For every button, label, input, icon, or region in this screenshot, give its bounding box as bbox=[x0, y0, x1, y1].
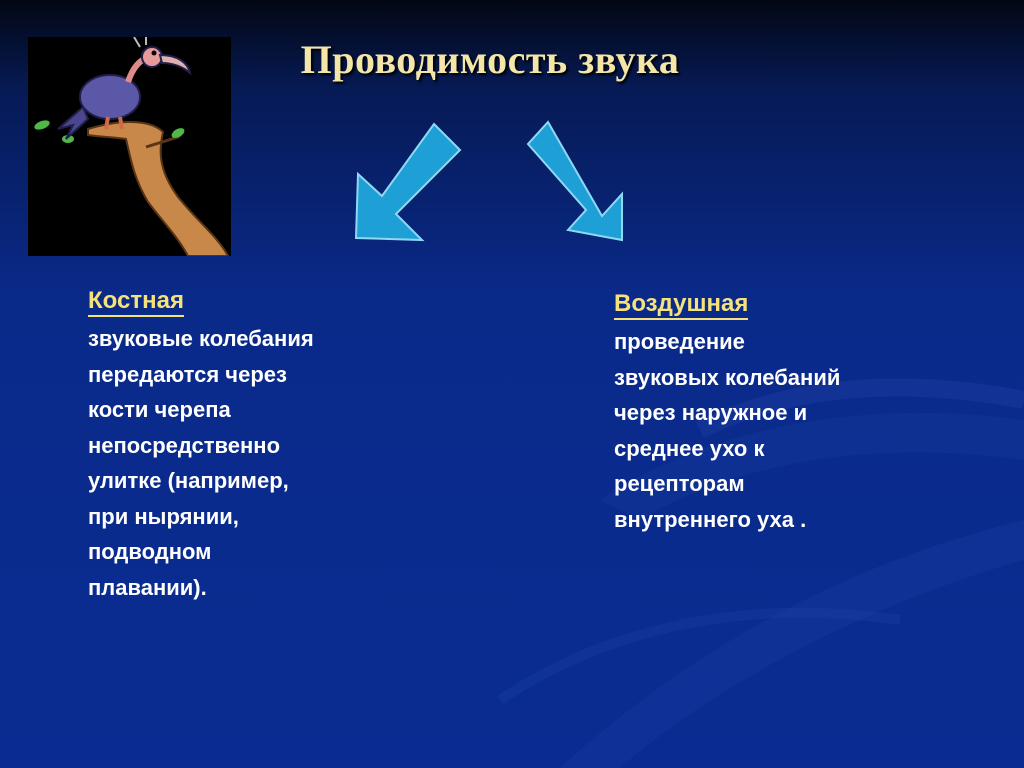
air-conduction-block bbox=[614, 286, 934, 537]
text-line: плавании). bbox=[88, 574, 207, 600]
bone-conduction-heading: Костная bbox=[88, 288, 184, 317]
text-line: передаются через bbox=[88, 361, 287, 387]
text-line: улитке (например, bbox=[88, 468, 289, 493]
text-line: через наружное и bbox=[614, 400, 808, 425]
text-line: непосредственно bbox=[88, 432, 281, 458]
vulture-on-branch-illustration bbox=[28, 37, 231, 256]
text-line: среднее ухо к bbox=[614, 435, 765, 461]
bone-conduction-block bbox=[88, 283, 408, 605]
text-line: звуковые колебания bbox=[88, 326, 314, 351]
text-line: проведение bbox=[614, 329, 745, 354]
text-line: подводном bbox=[88, 539, 212, 564]
text-line: кости черепа bbox=[88, 397, 231, 422]
text-line: внутреннего уха . bbox=[614, 506, 807, 532]
arrow-down-right-icon bbox=[524, 118, 628, 244]
slide-title: Проводимость звука bbox=[300, 37, 680, 82]
text-line: рецепторам bbox=[614, 471, 745, 496]
air-conduction-heading: Воздушная bbox=[614, 291, 748, 320]
text-line: при нырянии, bbox=[88, 503, 239, 529]
text-line: звуковых колебаний bbox=[614, 364, 841, 390]
arrow-down-left-icon bbox=[352, 120, 464, 242]
